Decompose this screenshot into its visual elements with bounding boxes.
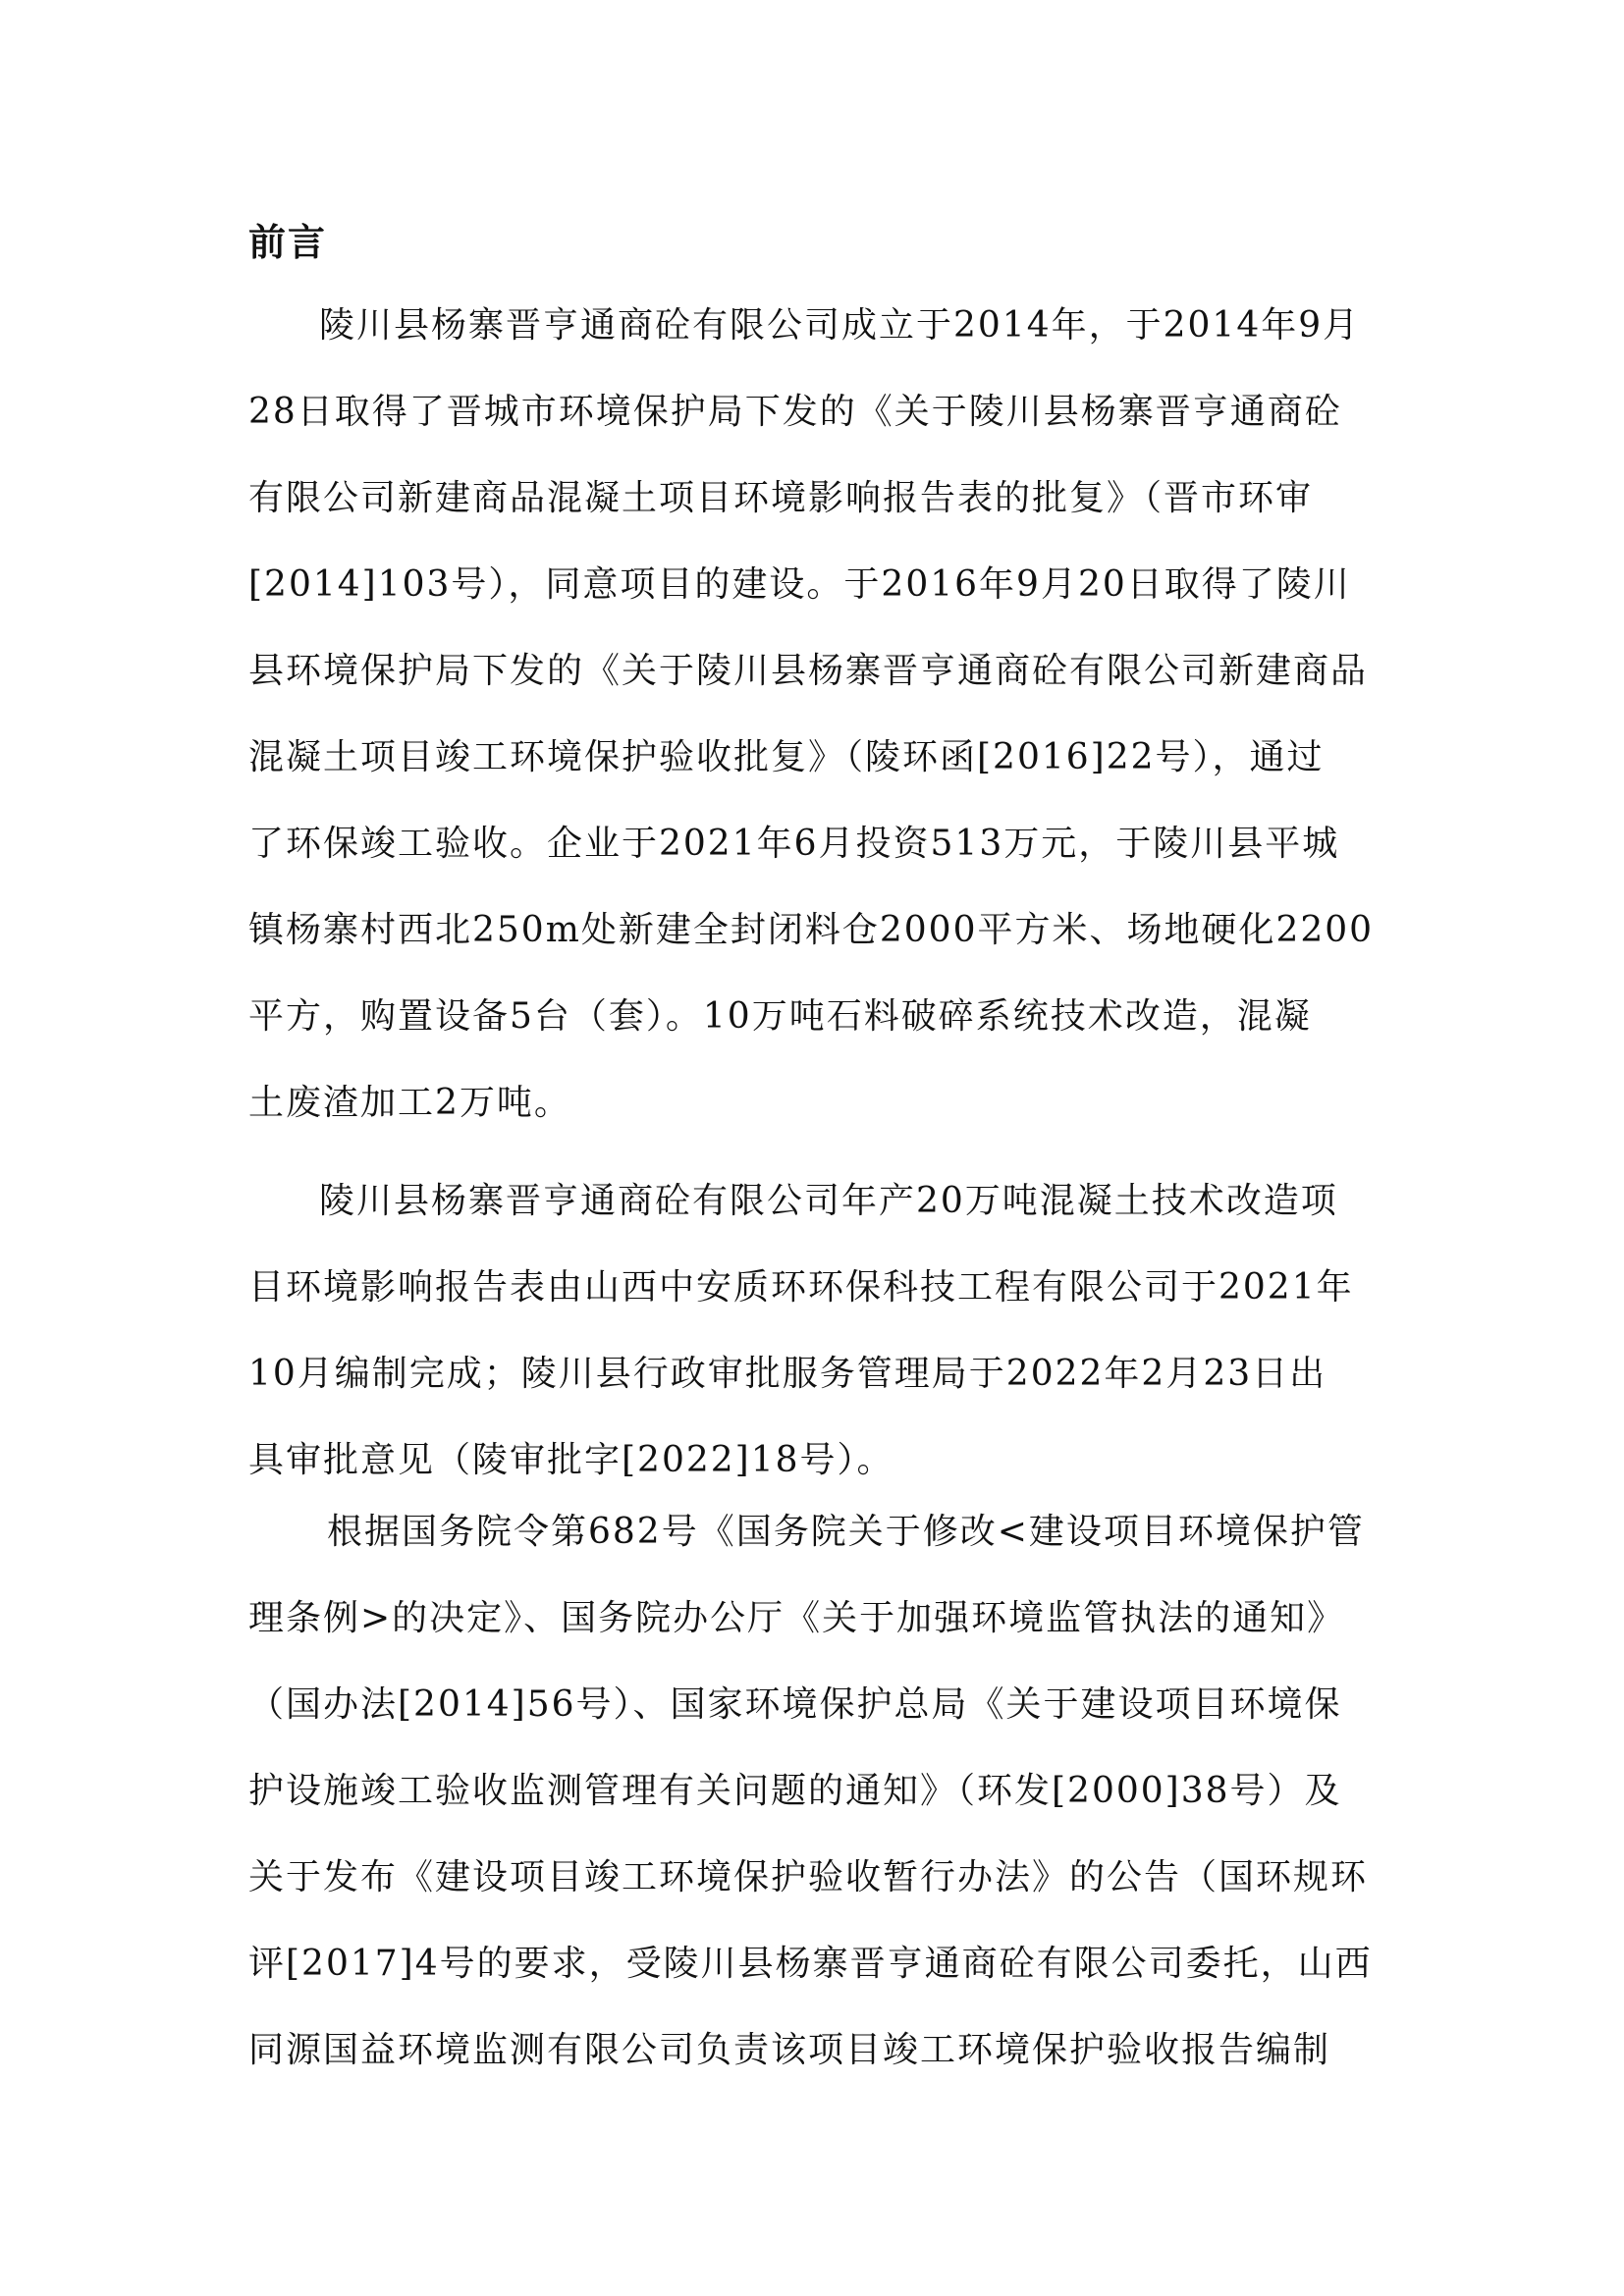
paragraph-line: 目环境影响报告表由山西中安质环环保科技工程有限公司于2021年 bbox=[248, 1267, 1354, 1308]
paragraph-legal-basis bbox=[248, 1489, 1387, 2094]
paragraph-line: 镇杨寨村西北250m处新建全封闭料仓2000平方米、场地硬化2200 bbox=[248, 910, 1375, 950]
paragraph-line: [2014]103号），同意项目的建设。于2016年9月20日取得了陵川 bbox=[248, 564, 1351, 605]
paragraph-line: 10月编制完成；陵川县行政审批服务管理局于2022年2月23日出 bbox=[248, 1354, 1327, 1394]
paragraph-report-preparation bbox=[248, 1158, 1387, 1504]
section-heading: 前言 bbox=[248, 220, 328, 264]
paragraph-line: 陵川县杨寨晋亨通商砼有限公司成立于2014年，于2014年9月 bbox=[319, 305, 1361, 346]
paragraph-line: 县环境保护局下发的《关于陵川县杨寨晋亨通商砼有限公司新建商品 bbox=[248, 651, 1369, 691]
paragraph-line: 同源国益环境监测有限公司负责该项目竣工环境保护验收报告编制 bbox=[248, 2030, 1331, 2070]
paragraph-line: 护设施竣工验收监测管理有关问题的通知》（环发[2000]38号）及 bbox=[248, 1771, 1342, 1811]
paragraph-line: 平方，购置设备5台（套）。10万吨石料破碎系统技术改造，混凝 bbox=[248, 996, 1312, 1037]
paragraph-line: 评[2017]4号的要求，受陵川县杨寨晋亨通商砼有限公司委托，山西 bbox=[248, 1944, 1373, 1984]
paragraph-line: 有限公司新建商品混凝土项目环境影响报告表的批复》（晋市环审 bbox=[248, 478, 1314, 518]
paragraph-line: 根据国务院令第682号《国务院关于修改<建设项目环境保护管 bbox=[327, 1512, 1365, 1552]
paragraph-background bbox=[248, 283, 1387, 1147]
paragraph-line: 具审批意见（陵审批字[2022]18号）。 bbox=[248, 1440, 894, 1480]
paragraph-line: （国办法[2014]56号）、国家环境保护总局《关于建设项目环境保 bbox=[248, 1684, 1342, 1725]
paragraph-line: 理条例>的决定》、国务院办公厅《关于加强环境监管执法的通知》 bbox=[248, 1598, 1345, 1638]
paragraph-line: 关于发布《建设项目竣工环境保护验收暂行办法》的公告（国环规环 bbox=[248, 1857, 1369, 1897]
paragraph-line: 28日取得了晋城市环境保护局下发的《关于陵川县杨寨晋亨通商砼 bbox=[248, 392, 1342, 432]
paragraph-line: 陵川县杨寨晋亨通商砼有限公司年产20万吨混凝土技术改造项 bbox=[319, 1181, 1338, 1221]
paragraph-line: 土废渣加工2万吨。 bbox=[248, 1083, 571, 1123]
paragraph-line: 了环保竣工验收。企业于2021年6月投资513万元，于陵川县平城 bbox=[248, 824, 1340, 864]
paragraph-line: 混凝土项目竣工环境保护验收批复》（陵环函[2016]22号），通过 bbox=[248, 737, 1325, 777]
